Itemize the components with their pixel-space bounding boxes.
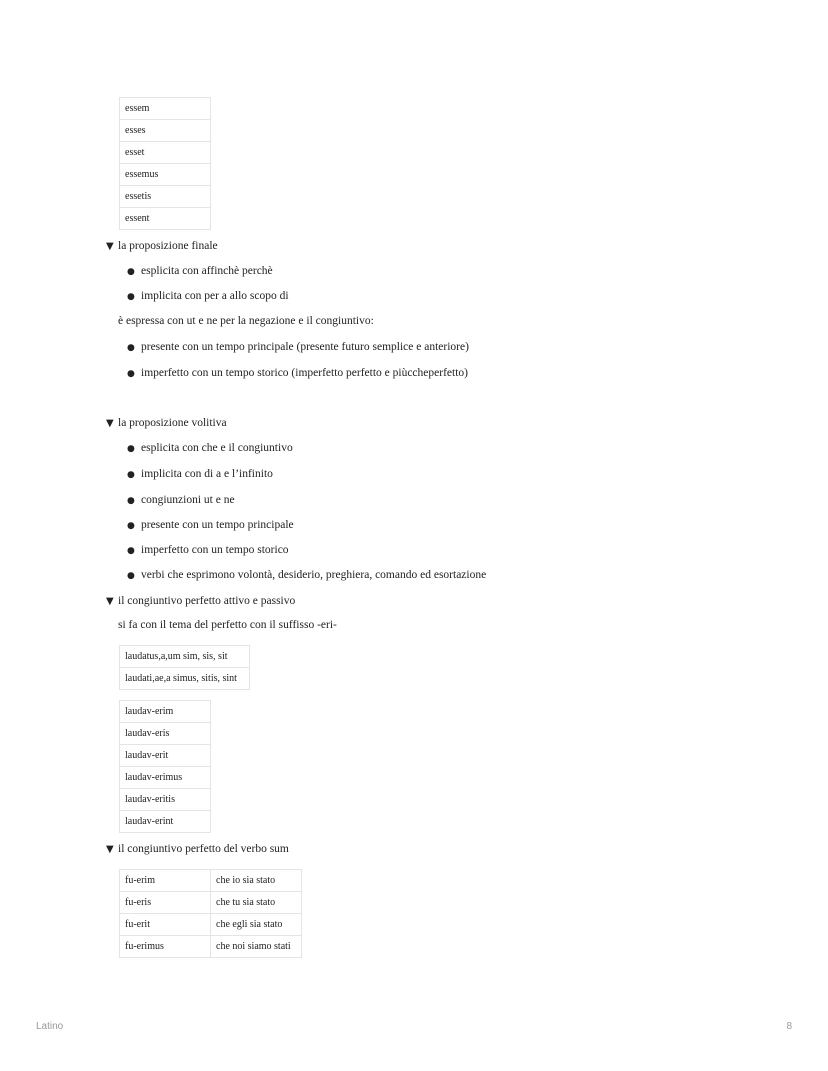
footer-title: Latino <box>36 1021 64 1032</box>
triangle-down-icon[interactable]: ▼ <box>106 418 114 429</box>
paragraph: si fa con il tema del perfetto con il suffisso -eri- <box>118 619 337 631</box>
list-item: ● implicita con di a e l’infinito <box>127 466 273 482</box>
triangle-down-icon[interactable]: ▼ <box>106 596 114 607</box>
table-cell: laudav-erim <box>120 701 211 723</box>
bullet-dot-icon: ● <box>127 292 135 302</box>
table-cell: fu-erit <box>120 914 211 936</box>
table-cell: esses <box>120 120 211 142</box>
table-cell: laudav-erint <box>120 811 211 833</box>
paragraph: è espressa con ut e ne per la negazione e il congiuntivo: <box>118 315 374 327</box>
list-item: ● esplicita con affinchè perchè <box>127 263 273 279</box>
bullet-dot-icon: ● <box>127 571 135 581</box>
table-row <box>120 646 250 668</box>
table-cell: laudav-eritis <box>120 789 211 811</box>
toggle-sum[interactable] <box>106 841 289 857</box>
table-cell: essem <box>120 98 211 120</box>
table-row <box>120 120 211 142</box>
table-cell: essent <box>120 208 211 230</box>
table-row <box>120 186 211 208</box>
table-row <box>120 870 302 892</box>
bullet-dot-icon: ● <box>127 369 135 379</box>
table-cell: che egli sia stato <box>211 914 302 936</box>
list-item: ● implicita con per a allo scopo di <box>127 288 289 304</box>
table-essem <box>119 97 211 230</box>
bullet-dot-icon: ● <box>127 267 135 277</box>
table-cell: che tu sia stato <box>211 892 302 914</box>
table-cell: laudatus,a,um sim, sis, sit <box>120 646 250 668</box>
bullet-dot-icon: ● <box>127 470 135 480</box>
list-item: ● congiunzioni ut e ne <box>127 492 235 508</box>
table-row <box>120 914 302 936</box>
bullet-dot-icon: ● <box>127 496 135 506</box>
table-sum <box>119 869 302 958</box>
table-row <box>120 208 211 230</box>
list-item: ● presente con un tempo principale (presente futuro semplice e anteriore) <box>127 339 469 355</box>
table-cell: laudav-erimus <box>120 767 211 789</box>
table-cell: fu-eris <box>120 892 211 914</box>
list-item: ● verbi che esprimono volontà, desiderio, preghiera, comando ed esortazione <box>127 567 486 583</box>
table-cell: fu-erim <box>120 870 211 892</box>
table-row <box>120 668 250 690</box>
table-row <box>120 767 211 789</box>
toggle-volitiva[interactable] <box>106 415 227 431</box>
table-cell: fu-erimus <box>120 936 211 958</box>
toggle-perfetto[interactable] <box>106 593 295 609</box>
table-row <box>120 811 211 833</box>
table-passivo <box>119 645 250 690</box>
toggle-title: il congiuntivo perfetto attivo e passivo <box>118 595 296 607</box>
table-cell: esset <box>120 142 211 164</box>
toggle-finale[interactable] <box>106 238 218 254</box>
table-attivo <box>119 700 211 833</box>
list-item: ● imperfetto con un tempo storico (imperfetto perfetto e piùccheperfetto) <box>127 365 468 381</box>
table-row <box>120 142 211 164</box>
table-row <box>120 789 211 811</box>
table-cell: che noi siamo stati <box>211 936 302 958</box>
table-row <box>120 892 302 914</box>
toggle-title: la proposizione finale <box>118 240 218 252</box>
table-cell: laudav-erit <box>120 745 211 767</box>
table-cell: laudav-eris <box>120 723 211 745</box>
table-row <box>120 936 302 958</box>
toggle-title: il congiuntivo perfetto del verbo sum <box>118 843 289 855</box>
table-cell: che io sia stato <box>211 870 302 892</box>
list-item: ● imperfetto con un tempo storico <box>127 542 289 558</box>
triangle-down-icon[interactable]: ▼ <box>106 844 114 855</box>
bullet-dot-icon: ● <box>127 521 135 531</box>
bullet-dot-icon: ● <box>127 546 135 556</box>
page-number: 8 <box>786 1021 792 1032</box>
list-item: ● presente con un tempo principale <box>127 517 294 533</box>
bullet-dot-icon: ● <box>127 444 135 454</box>
list-item: ● esplicita con che e il congiuntivo <box>127 440 293 456</box>
bullet-dot-icon: ● <box>127 343 135 353</box>
table-row <box>120 701 211 723</box>
table-cell: essemus <box>120 164 211 186</box>
table-row <box>120 164 211 186</box>
triangle-down-icon[interactable]: ▼ <box>106 241 114 252</box>
table-cell: laudati,ae,a simus, sitis, sint <box>120 668 250 690</box>
table-row <box>120 745 211 767</box>
table-cell: essetis <box>120 186 211 208</box>
toggle-title: la proposizione volitiva <box>118 417 227 429</box>
table-row <box>120 98 211 120</box>
table-row <box>120 723 211 745</box>
